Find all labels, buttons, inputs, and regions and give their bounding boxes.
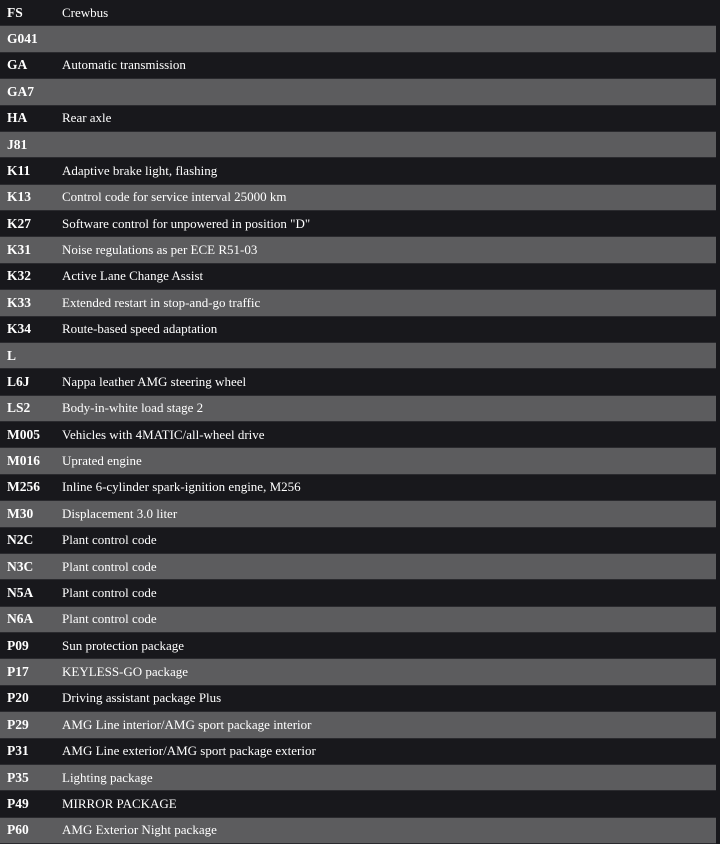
option-description: Noise regulations as per ECE R51-03 [62,242,258,258]
option-code: P49 [7,795,29,811]
option-code: N3C [7,558,34,574]
option-description: Vehicles with 4MATIC/all-wheel drive [62,426,265,442]
option-code: P09 [7,637,29,653]
option-code: HA [7,110,28,126]
table-row [0,290,716,316]
option-code: K27 [7,215,32,231]
table-row [0,422,716,448]
option-code: P17 [7,664,29,680]
table-row [0,580,716,606]
table-row [0,237,716,263]
option-description: Body-in-white load stage 2 [62,400,204,416]
option-description: Sun protection package [62,637,185,653]
option-code: N5A [7,584,34,600]
option-description: Plant control code [62,611,157,627]
option-description: Plant control code [62,532,157,548]
table-row [0,791,716,817]
table-row [0,818,716,844]
table-row [0,501,716,527]
option-code: P29 [7,716,29,732]
option-description: KEYLESS-GO package [62,664,188,680]
table-row [0,448,716,474]
option-code: M30 [7,505,34,521]
option-code: GA7 [7,83,34,99]
option-code: M256 [7,479,40,495]
option-description: AMG Exterior Night package [62,822,217,838]
option-description: Automatic transmission [62,57,186,73]
option-description: Uprated engine [62,453,142,469]
option-description: Control code for service interval 25000 km [62,189,287,205]
table-row [0,132,716,158]
table-row [0,396,716,422]
option-code: N2C [7,532,34,548]
table-row [0,528,716,554]
option-code: M005 [7,426,40,442]
table-row [0,106,716,132]
option-code: K34 [7,321,32,337]
option-description: Active Lane Change Assist [62,268,204,284]
option-code: K33 [7,294,32,310]
table-row [0,739,716,765]
table-row [0,158,716,184]
table-row [0,633,716,659]
table-row [0,607,716,633]
option-code: L [7,347,17,363]
option-code: L6J [7,373,30,389]
table-row [0,0,716,26]
option-description: Inline 6-cylinder spark-ignition engine, M256 [62,479,301,495]
option-code: P31 [7,743,29,759]
table-row [0,475,716,501]
table-row [0,211,716,237]
table-row [0,686,716,712]
option-code: K32 [7,268,32,284]
option-description: Adaptive brake light, flashing [62,162,218,178]
option-description: Software control for unpowered in position "D" [62,215,311,231]
table-row [0,26,716,52]
option-description: Plant control code [62,558,157,574]
option-code: J81 [7,136,28,152]
table-row [0,53,716,79]
option-code: G041 [7,31,38,47]
option-code: M016 [7,453,40,469]
option-description: Route-based speed adaptation [62,321,218,337]
table-row [0,659,716,685]
option-code: LS2 [7,400,31,416]
table-row [0,369,716,395]
option-description: MIRROR PACKAGE [62,795,177,811]
table-row [0,317,716,343]
table-row [0,264,716,290]
option-description: Extended restart in stop-and-go traffic [62,294,261,310]
table-row [0,343,716,369]
option-code: GA [7,57,28,73]
option-code: K13 [7,189,32,205]
option-code: P20 [7,690,29,706]
table-row [0,554,716,580]
option-description: AMG Line exterior/AMG sport package exterior [62,743,316,759]
option-code: K11 [7,162,31,178]
option-description: Nappa leather AMG steering wheel [62,373,247,389]
table-row [0,712,716,738]
option-description: AMG Line interior/AMG sport package interior [62,716,312,732]
option-code: K31 [7,242,32,258]
option-code: P35 [7,769,29,785]
option-description: Crewbus [62,4,109,20]
option-description: Plant control code [62,584,157,600]
table-row [0,79,716,105]
option-description: Driving assistant package Plus [62,690,222,706]
option-code: P60 [7,822,29,838]
option-code: N6A [7,611,34,627]
table-row [0,765,716,791]
option-description: Lighting package [62,769,153,785]
option-description: Displacement 3.0 liter [62,505,178,521]
option-code: FS [7,4,23,20]
table-row [0,185,716,211]
option-description: Rear axle [62,110,112,126]
